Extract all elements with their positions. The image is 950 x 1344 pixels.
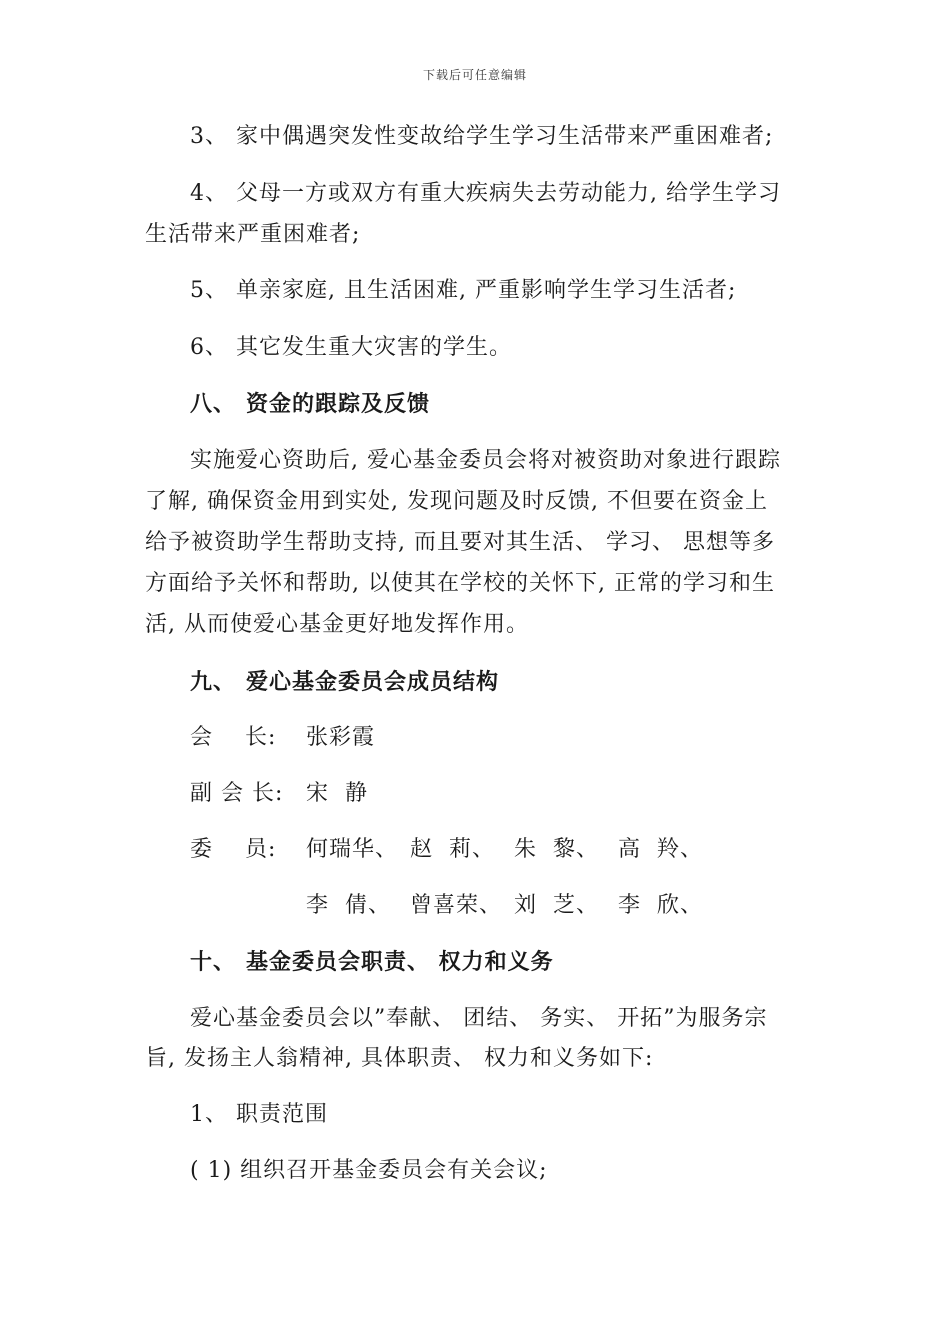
member-name: 李 欣、 (618, 893, 703, 918)
section-8-paragraph-line-5: 活, 从而使爱心基金更好地发挥作用。 (145, 612, 529, 637)
members-label: 委 员: (190, 837, 277, 862)
list-item-5 (190, 278, 736, 304)
section-9-heading (190, 669, 499, 695)
members-row-2 (306, 893, 722, 919)
page-header-note: 下载后可任意编辑 (422, 68, 527, 82)
list-item-number: 3、 (190, 124, 228, 149)
vice-president-label: 副 会 长: (190, 781, 284, 806)
list-item-text: 家中偶遇突发性变故给学生学习生活带来严重困难者; (236, 124, 774, 149)
president-label: 会 长: (190, 725, 277, 750)
list-item-4-continuation: 生活带来严重困难者; (145, 222, 361, 247)
subsection-1-heading (190, 1102, 328, 1128)
member-name: 曾喜荣、 (410, 893, 503, 918)
section-number: 十、 (190, 949, 237, 975)
section-title: 资金的跟踪及反馈 (246, 391, 431, 417)
section-8-paragraph-line-3: 给予被资助学生帮助支持, 而且要对其生活、 学习、 思想等多 (145, 530, 775, 555)
members-row-1 (190, 837, 722, 863)
section-title: 基金委员会职责、 权力和义务 (246, 949, 554, 975)
section-8-paragraph-line-1: 实施爱心资助后, 爱心基金委员会将对被资助对象进行跟踪 (190, 448, 781, 473)
section-8-heading (190, 391, 430, 417)
vice-president-row (190, 781, 368, 807)
member-name: 朱 黎、 (514, 837, 599, 862)
section-10-heading (190, 949, 554, 975)
duty-item-1: ( 1) 组织召开基金委员会有关会议; (190, 1158, 548, 1183)
list-item-6 (190, 335, 512, 361)
section-8-paragraph-line-4: 方面给予关怀和帮助, 以使其在学校的关怀下, 正常的学习和生 (145, 571, 775, 596)
list-item-number: 4、 (190, 181, 228, 206)
member-name: 何瑞华、 (306, 837, 399, 862)
member-name: 刘 芝、 (514, 893, 599, 918)
vice-president-name: 宋 静 (306, 781, 368, 806)
list-item-number: 6、 (190, 335, 228, 360)
member-name: 李 倩、 (306, 893, 391, 918)
section-8-paragraph-line-2: 了解, 确保资金用到实处, 发现问题及时反馈, 不但要在资金上 (145, 489, 768, 514)
list-item-text: 单亲家庭, 且生活困难, 严重影响学生学习生活者; (236, 278, 737, 303)
section-10-paragraph-line-2: 旨, 发扬主人翁精神, 具体职责、 权力和义务如下: (145, 1046, 654, 1071)
section-number: 八、 (190, 391, 237, 417)
list-item-4 (190, 181, 781, 207)
president-name: 张彩霞 (306, 725, 376, 750)
section-number: 九、 (190, 669, 237, 695)
subsection-title: 职责范围 (236, 1102, 329, 1127)
section-title: 爱心基金委员会成员结构 (246, 669, 500, 695)
president-row (190, 725, 375, 751)
list-item-number: 5、 (190, 278, 228, 303)
member-name: 高 羚、 (618, 837, 703, 862)
list-item-3 (190, 124, 773, 150)
section-10-paragraph-line-1: 爱心基金委员会以”奉献、 团结、 务实、 开拓”为服务宗 (190, 1006, 768, 1031)
subsection-number: 1、 (190, 1102, 228, 1127)
list-item-text: 其它发生重大灾害的学生。 (236, 335, 513, 360)
member-name: 赵 莉、 (410, 837, 495, 862)
list-item-text: 父母一方或双方有重大疾病失去劳动能力, 给学生学习 (236, 181, 781, 206)
